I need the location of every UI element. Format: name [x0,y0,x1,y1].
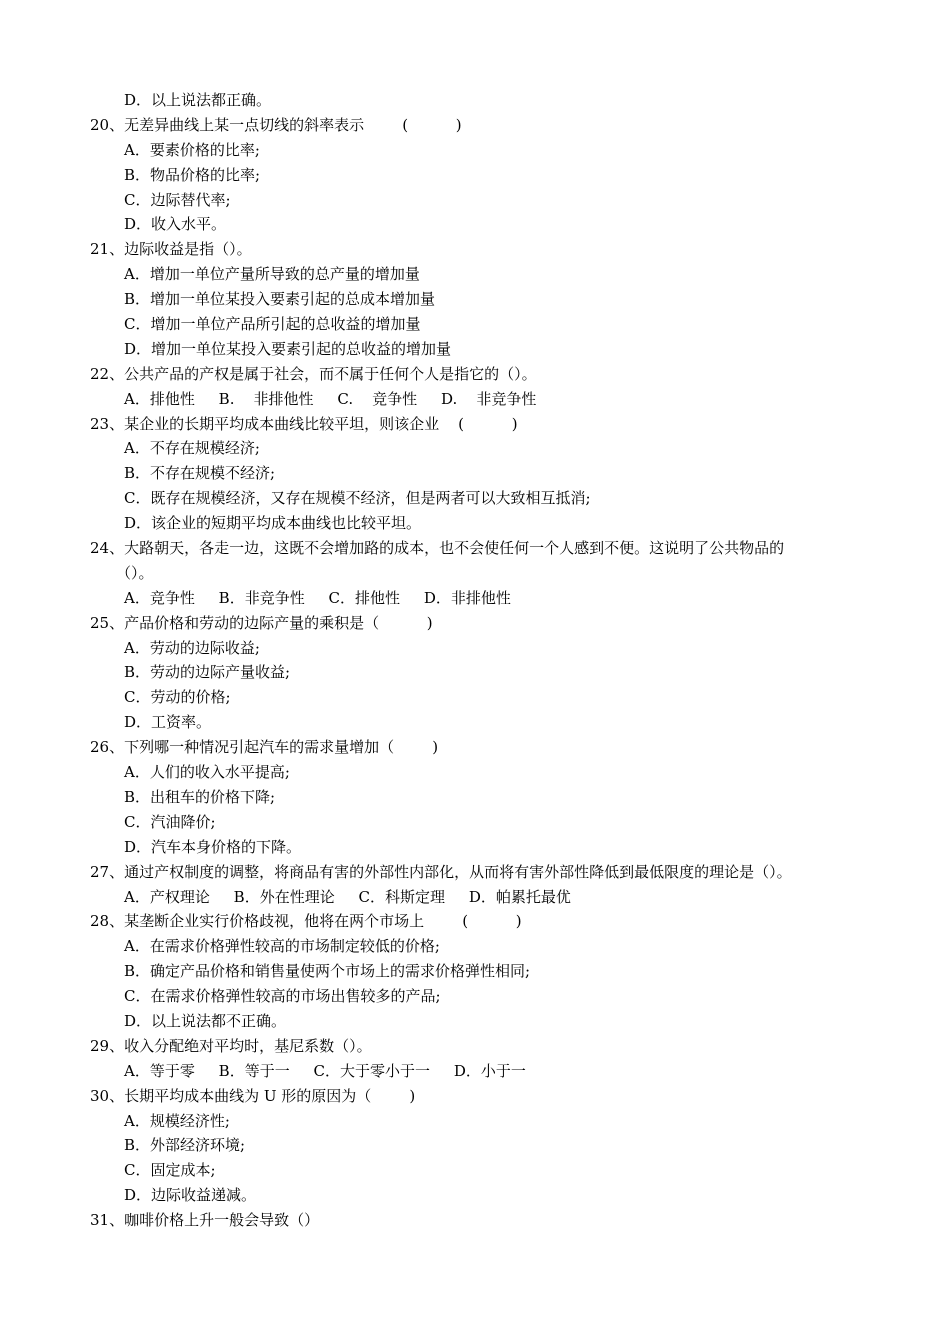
option-text: D．该企业的短期平均成本曲线也比较平坦。 [124,514,422,533]
option-text: D．以上说法都不正确。 [124,1011,287,1030]
option-text: B．出租车的价格下降; [124,787,276,806]
option-text: B．劳动的边际产量收益; [124,663,291,682]
question-text: 22、公共产品的产权是属于社会，而不属于任何个人是指它的（）。 [90,364,537,383]
option-text: A．人们的收入水平提高; [124,763,290,782]
question-text: 31、咖啡价格上升一般会导致（） [90,1211,320,1230]
question-text: 21、边际收益是指（）。 [90,240,252,259]
option-text: D．收入水平。 [124,215,227,234]
question-text: 28、某垄断企业实行价格歧视，他将在两个市场上 ( ) [90,912,522,931]
option-text: D．边际收益递减。 [124,1186,257,1205]
option-text: B．外部经济环境; [124,1136,246,1155]
question-text: 27、通过产权制度的调整，将商品有害的外部性内部化，从而将有害外部性降低到最低限度的理论是（）。 [90,862,792,881]
option-text: B．确定产品价格和销售量使两个市场上的需求价格弹性相同; [124,962,531,981]
option-text: A．在需求价格弹性较高的市场制定较低的价格; [124,937,440,956]
question-text: 20、无差异曲线上某一点切线的斜率表示 ( ) [90,115,462,134]
option-text: A．等于零 B．等于一 C．大于零小于一 D．小于一 [124,1061,526,1080]
question-text: 29、收入分配绝对平均时，基尼系数（）。 [90,1036,372,1055]
question-text: 25、产品价格和劳动的边际产量的乘积是（ ) [90,613,433,632]
option-text: B．不存在规模不经济; [124,464,276,483]
question-text: 23、某企业的长期平均成本曲线比较平坦，则该企业 ( ) [90,414,518,433]
document-page [0,88,950,1233]
option-text: D．工资率。 [124,713,212,732]
option-text: C．在需求价格弹性较高的市场出售较多的产品; [124,987,441,1006]
option-text: C．增加一单位产品所引起的总收益的增加量 [124,315,421,334]
option-text: A．不存在规模经济; [124,439,260,458]
option-text: D．增加一单位某投入要素引起的总收益的增加量 [124,339,452,358]
continuation-text: （）。 [116,563,154,582]
option-text: C．劳动的价格; [124,688,231,707]
option-text: D．汽车本身价格的下降。 [124,837,302,856]
option-text: C．边际替代率; [124,190,231,209]
option-text: A．产权理论 B．外在性理论 C．科斯定理 D．帕累托最优 [124,887,571,906]
question-text: 24、大路朝天，各走一边，这既不会增加路的成本，也不会使任何一个人感到不便。这说明了公共物品的 [90,539,785,558]
option-text: C．既存在规模经济，又存在规模不经济，但是两者可以大致相互抵消; [124,489,591,508]
option-text: C．汽油降价; [124,812,216,831]
option-text: A．要素价格的比率; [124,140,260,159]
option-text: A．增加一单位产量所导致的总产量的增加量 [124,265,420,284]
option-text: B．物品价格的比率; [124,165,261,184]
option-text: D．以上说法都正确。 [124,91,272,109]
option-text: C．固定成本; [124,1161,216,1180]
question-text: 30、长期平均成本曲线为 U 形的原因为（ ) [90,1086,416,1105]
option-text: A．劳动的边际收益; [124,638,260,657]
option-text: A．竞争性 B．非竞争性 C．排他性 D．非排他性 [124,588,511,607]
question-text: 26、下列哪一种情况引起汽车的需求量增加（ ) [90,738,439,757]
option-text: A．排他性 B. 非排他性 C. 竞争性 D. 非竞争性 [124,389,537,408]
option-text: A．规模经济性; [124,1111,230,1130]
option-text: B．增加一单位某投入要素引起的总成本增加量 [124,290,436,309]
